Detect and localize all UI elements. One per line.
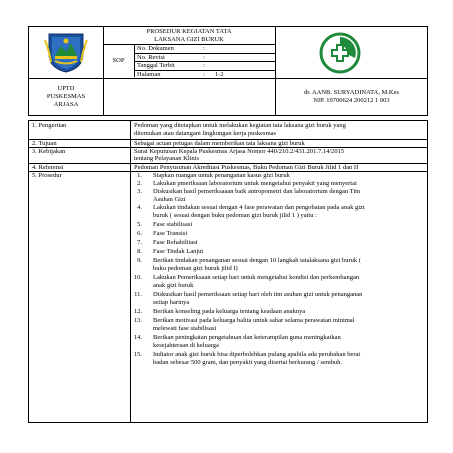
procedure-step: buruk ( sesuai dengan buku pedoman gizi buruk jilid 1 ) yaitu : bbox=[153, 212, 317, 219]
step-number: 1. bbox=[137, 172, 142, 179]
field-colon: : bbox=[203, 70, 205, 78]
regency-emblem-icon bbox=[43, 30, 89, 74]
doc-title-line2: LAKSANA GIZI BURUK bbox=[154, 35, 224, 43]
org-name-line: UPTD bbox=[57, 85, 75, 92]
step-number: 5. bbox=[137, 221, 142, 228]
procedure-step: Berikan tindakan penanganan sesuai dengan 10 langkah tatalaksana gizi buruk ( bbox=[153, 257, 361, 264]
puskesmas-cross-icon bbox=[319, 32, 361, 74]
step-number: 4. bbox=[137, 204, 142, 211]
procedure-step: Indiator anak gizi buruk bisa diperbolehkan pulang apabila ada perubahan berat bbox=[153, 351, 361, 358]
procedure-step: Berikan peningkatan pengetahuan dan keterampilan guna meningkatkan bbox=[153, 334, 341, 341]
procedure-step: Lakukan tindakan sesuai dengan 4 fase perawatan dan pengobatan pada anak gizi bbox=[153, 204, 365, 211]
pengertian-text: Pedoman yang ditetapkan untuk melakukan kegiatan tata laksana gizi buruk yang bbox=[134, 122, 346, 129]
pengertian-text: ditemukan atau datangani lingkungan kerja puskesmas bbox=[134, 130, 277, 137]
step-number: 7. bbox=[137, 239, 142, 246]
procedure-step: anak gizi buruk bbox=[153, 282, 194, 289]
signer-nip: NIP. 19700624 200212 1 003 bbox=[313, 97, 390, 104]
sop-label: SOP bbox=[112, 57, 125, 64]
procedure-step: buku pedoman gizi buruk jilid I) bbox=[153, 265, 238, 272]
step-number: 12. bbox=[133, 308, 142, 315]
step-number: 3. bbox=[137, 188, 142, 195]
procedure-step: Diskusikan hasil pemeriksaan setiap hari oleh tim asuhan gizi untuk penanganan bbox=[153, 291, 363, 298]
header-divider bbox=[29, 78, 103, 79]
procedure-step: Fase Tindak Lanjut bbox=[153, 248, 204, 255]
procedure-step: Lakukan pmeriksaan laboratorium untuk mengetahui penyakit yang menyertai bbox=[153, 180, 357, 187]
header-divider bbox=[103, 44, 275, 45]
procedure-step: setiap harinya bbox=[153, 299, 190, 306]
signer-name: dr. AANB. SURYADINATA, M.Kes bbox=[303, 89, 399, 96]
section-label-referensi: 4. Referensi bbox=[32, 163, 64, 171]
field-label: Halaman bbox=[137, 70, 161, 78]
procedure-step: Lakukan Pemeriksaan setiap hari untuk mengetahui kondisi dan perkembangan bbox=[153, 274, 360, 281]
org-name-line: PUSKESMAS bbox=[46, 93, 86, 100]
field-colon: : bbox=[203, 45, 205, 52]
step-number: 8. bbox=[137, 248, 142, 255]
procedure-step: Berikan konseling pada keluarga tentang keadaan anaknya bbox=[153, 308, 306, 315]
referensi-text: Pedoman Penyusunan Akreditasi Puskesmas, Buku Pedoman Gizi Buruk Jilid 1 dan II bbox=[134, 163, 359, 171]
header-divider bbox=[103, 78, 275, 79]
procedure-step: Asuhan Gizi bbox=[153, 196, 186, 203]
column-divider bbox=[130, 121, 131, 422]
page-range-value: 1-2 bbox=[215, 70, 224, 78]
field-label: Tanggal Terbit bbox=[137, 62, 175, 69]
doc-title-line1: PROSEDUR KEGIATAN TATA bbox=[146, 28, 232, 35]
step-number: 11. bbox=[134, 291, 142, 298]
step-number: 9. bbox=[137, 257, 142, 264]
field-label: No. Revisi bbox=[137, 53, 165, 61]
kebijakan-text: Surat Keputusan Kepala Puskesmas Arjasa Nomor 440/210.2/431.201.7.14/2015 bbox=[134, 147, 345, 155]
section-label-pengertian: 1. Pengertian bbox=[32, 122, 67, 129]
section-label-prosedur: 5. Prosedur bbox=[32, 172, 62, 179]
kebijakan-text: tentang Pelayanan Klinis bbox=[134, 155, 199, 162]
step-number: 14. bbox=[133, 334, 142, 341]
field-colon: : bbox=[203, 62, 205, 69]
step-number: 6. bbox=[137, 230, 142, 237]
procedure-step: Siapkan ruangan untuk penanganan kasus gizi buruk bbox=[153, 172, 290, 179]
procedure-step: Fase Rehabilitasi bbox=[153, 239, 198, 246]
procedure-step: Berikan motivasi pada keluarga balita untuk sabar selama perawatan minimal bbox=[153, 317, 355, 324]
org-name-line: ARJASA bbox=[53, 101, 79, 108]
procedure-step: kesejahteraan di keluarga bbox=[153, 342, 219, 349]
section-label-tujuan: 2. Tujuan bbox=[32, 139, 57, 147]
tujuan-text: Sebagai acuan petugas dalam memberikan tata laksana gizi buruk bbox=[134, 139, 305, 147]
procedure-step: melewati fase stabilisasi bbox=[153, 325, 217, 332]
procedure-step: Fase stabilisasi bbox=[153, 221, 193, 228]
step-number: 15. bbox=[133, 351, 142, 358]
procedure-step: badan sebesar 500 gram, dan penyakit yang disertai berkurang / sembuh. bbox=[153, 359, 343, 366]
field-label: No. Dokumen bbox=[137, 45, 174, 52]
header-divider bbox=[275, 78, 428, 79]
section-label-kebijakan: 3. Kebijakan bbox=[32, 147, 66, 155]
step-number: 13. bbox=[133, 317, 142, 324]
step-number: 10. bbox=[133, 274, 142, 281]
sop-content-table bbox=[28, 120, 428, 423]
procedure-step: Fase Transisi bbox=[153, 230, 188, 237]
sop-header bbox=[28, 26, 428, 116]
field-colon: : bbox=[203, 53, 205, 61]
step-number: 2. bbox=[137, 180, 142, 187]
procedure-step: Diskusikan hasil pemeriksaaan baik antropometri dan laboratorium dengan Tim bbox=[153, 188, 361, 195]
